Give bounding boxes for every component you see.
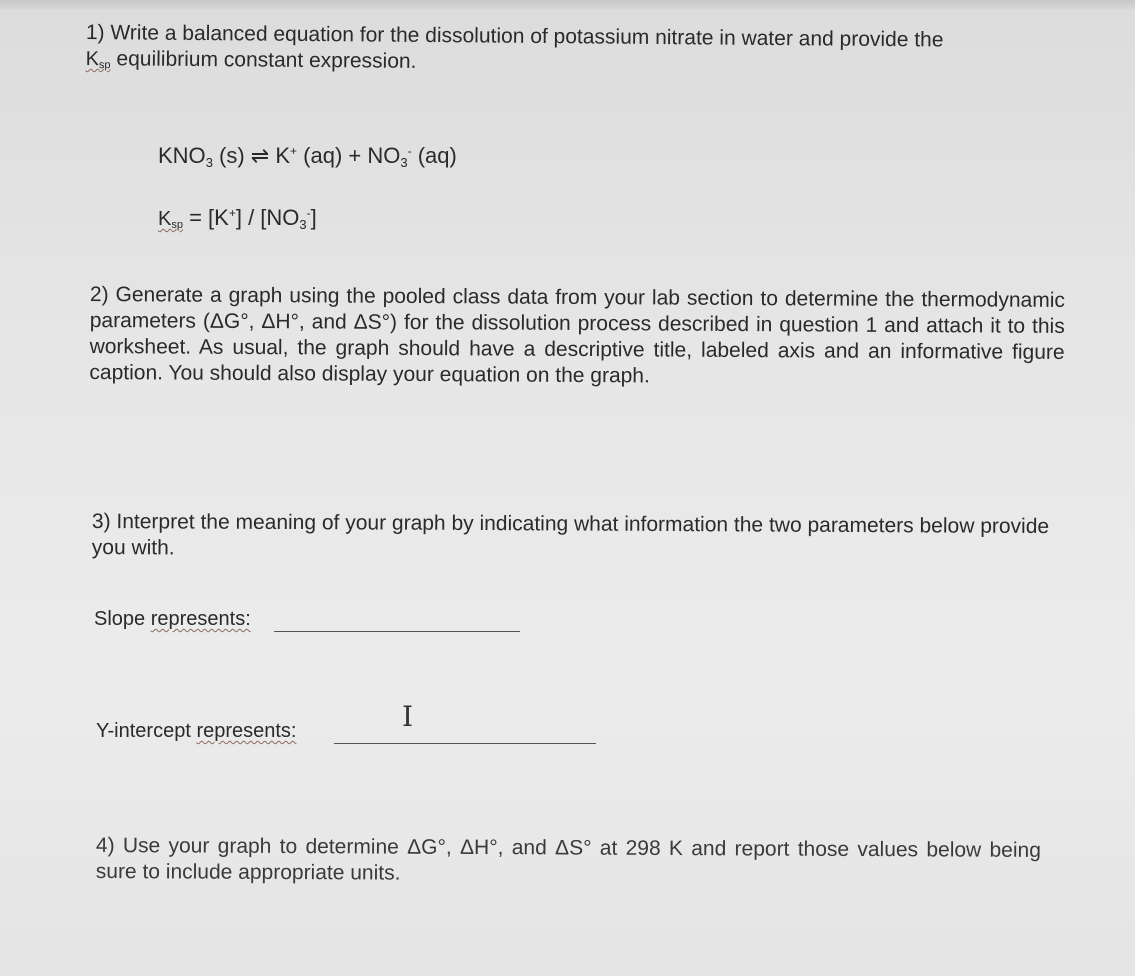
ksp-expression: $K_{sp} = [K^+] / [NO_3^-]$ [158, 205, 317, 232]
slope-label: Slope represents: [94, 608, 251, 630]
ksp-symbol: $K_{sp}$ [85, 47, 111, 72]
slope-blank[interactable] [274, 631, 520, 632]
y-intercept-blank[interactable] [334, 743, 596, 744]
question-2: 2) Generate a graph using the pooled class data from your lab section to determine the thermodynamic parameters (ΔG°, ΔH°, and ΔS°) for the dissolution process described in question 1 and attach it to this worksheet. As usual, the graph should have a descriptive title, labeled axis and an informative figure caption. You should also display your equation on the graph. [89, 282, 1065, 388]
question-3: 3) Interpret the meaning of your graph by indicating what information the two parameters below provide you with. [91, 510, 1050, 560]
dissolution-equation: $KNO_3$ (s) ⇌ K+ $(aq) + NO_3^-$ (aq) [158, 143, 457, 170]
question-1-line-1: 1) Write a balanced equation for the dissolution of potassium nitrate in water and provide the [85, 20, 944, 52]
slope-answer-line [94, 606, 251, 632]
question-4: 4) Use your graph to determine ΔG°, ΔH°, and ΔS° at 298 K and report those values below being sure to include appropriate units. [95, 834, 1041, 885]
page-top-edge [0, 0, 1135, 10]
question-1 [85, 20, 1085, 87]
question-1-line-2: $K_{sp}$ equilibrium constant expression. [85, 47, 417, 73]
y-intercept-answer-line [96, 718, 297, 744]
text-cursor-icon: I [402, 700, 414, 733]
y-intercept-label: Y-intercept represents: [96, 720, 297, 742]
ksp-symbol: $K_{sp}$ [158, 208, 183, 231]
